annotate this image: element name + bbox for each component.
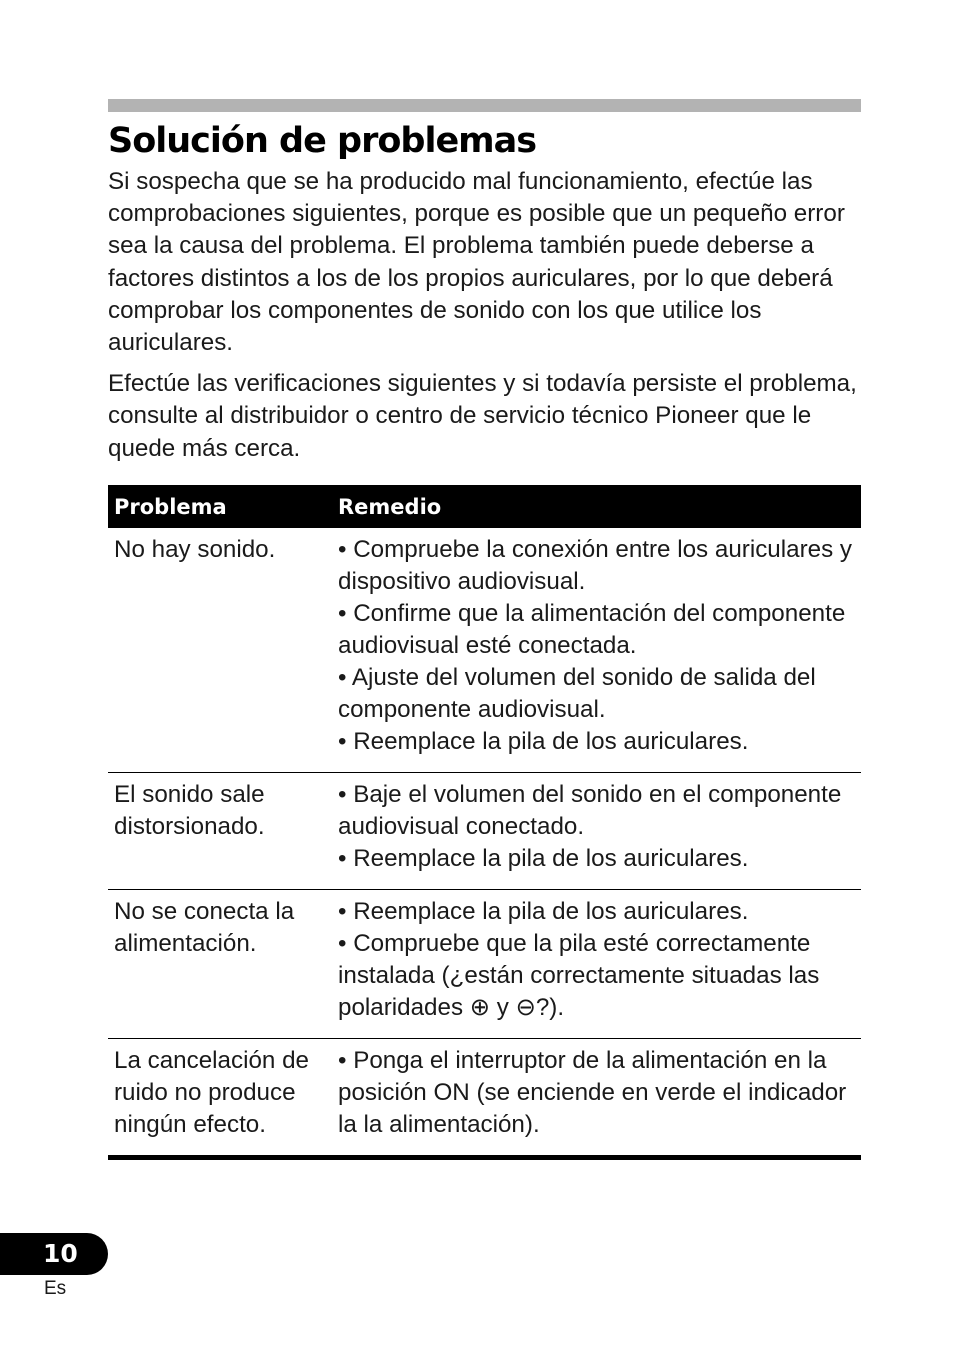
page-number-tab: 10: [0, 1233, 108, 1275]
remedy-list: [332, 1039, 861, 1155]
problem-cell: [108, 1039, 332, 1158]
page-title: Solución de problemas: [108, 121, 537, 161]
remedy-list: [332, 528, 861, 772]
remedy-list: [332, 773, 861, 889]
intro-paragraph: Efectúe las verificaciones siguientes y si todavía persiste el problema, consulte al distribuidor o centro de servicio técnico Pioneer que le quede más cerca.: [108, 370, 857, 462]
intro-text: [108, 166, 868, 474]
remedy-item: • Reemplace la pila de los auriculares.: [338, 845, 749, 872]
remedy-item: • Ponga el interruptor de la alimentación en la posición ON (se enciende en verde el indicador la la alimentación).: [338, 1047, 847, 1138]
column-header-remedy: Remedio: [332, 485, 861, 528]
table-row: [108, 528, 861, 773]
table-row: [108, 1039, 861, 1158]
problem-text: La cancelación de ruido no produce ningún efecto.: [114, 1047, 309, 1138]
column-header-problem: Problema: [108, 485, 332, 528]
remedy-item: • Baje el volumen del sonido en el componente audiovisual conectado.: [338, 781, 842, 840]
problem-text: El sonido sale distorsionado.: [114, 781, 265, 840]
remedy-cell: [332, 890, 861, 1039]
table-row: [108, 890, 861, 1039]
remedy-item: • Ajuste del volumen del sonido de salida del componente audiovisual.: [338, 664, 816, 723]
table-row: [108, 773, 861, 890]
remedy-item: • Reemplace la pila de los auriculares.: [338, 898, 749, 925]
remedy-cell: [332, 1039, 861, 1158]
remedy-list: [332, 890, 861, 1038]
problem-cell: [108, 773, 332, 890]
problem-text: No hay sonido.: [114, 536, 276, 563]
remedy-item: • Compruebe que la pila esté correctamente instalada (¿están correctamente situadas las polaridades ⊕ y ⊖?).: [338, 930, 820, 1021]
remedy-item: • Confirme que la alimentación del componente audiovisual esté conectada.: [338, 600, 846, 659]
remedy-item: • Compruebe la conexión entre los auriculares y dispositivo audiovisual.: [338, 536, 852, 595]
problem-cell: [108, 890, 332, 1039]
problem-cell: [108, 528, 332, 773]
troubleshooting-table: [108, 485, 861, 1160]
section-divider: [108, 99, 861, 112]
remedy-cell: [332, 528, 861, 773]
table-header-row: [108, 485, 861, 528]
language-code: Es: [44, 1278, 67, 1299]
problem-text: No se conecta la alimentación.: [114, 898, 295, 957]
intro-paragraph: Si sospecha que se ha producido mal funcionamiento, efectúe las comprobaciones siguientes, porque es posible que un pequeño error sea la causa del problema. El problema también puede deberse a factores distintos a los de los propios auriculares, por lo que deberá comprobar los componentes de sonido con los que utilice los auriculares.: [108, 168, 845, 357]
remedy-cell: [332, 773, 861, 890]
remedy-item: • Reemplace la pila de los auriculares.: [338, 728, 749, 755]
